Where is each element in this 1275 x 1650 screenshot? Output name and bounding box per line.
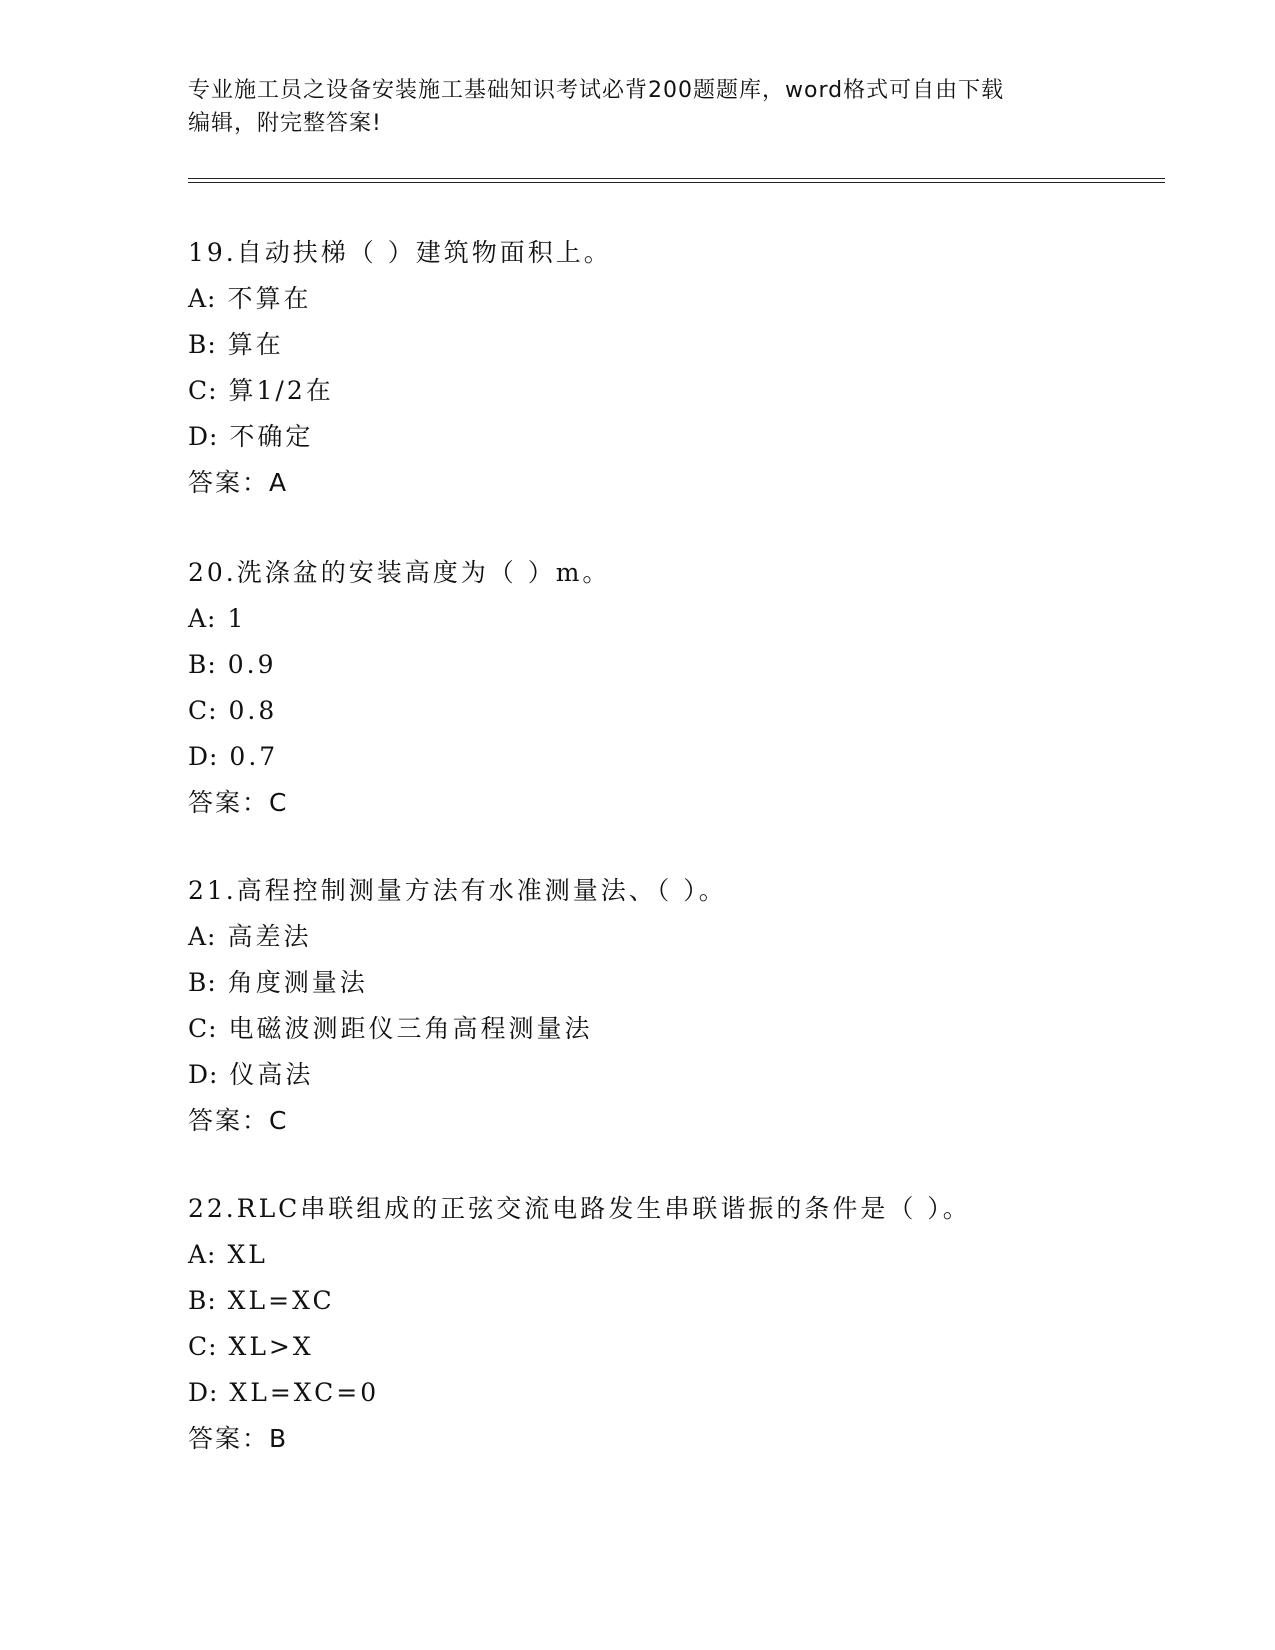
question-stem: 22.RLC串联组成的正弦交流电路发生串联谐振的条件是（ ）。 [188,1194,971,1223]
option-letter: C: [188,376,218,405]
option-text: 仪高法 [229,1060,314,1089]
option-letter: D: [188,1378,219,1407]
option-letter: A: [188,1240,217,1269]
option-letter: B: [188,650,217,679]
question-21 [188,868,1188,1144]
option-letter: A: [188,922,217,951]
answer-line: 答案：C [188,788,289,817]
option-text: XL=XC [227,1286,335,1315]
header-line-2: 编辑，附完整答案! [188,111,382,136]
answer-line: 答案：B [188,1424,289,1453]
question-stem: 21.高程控制测量方法有水准测量法、（ ）。 [188,876,727,905]
option-b [188,642,1188,688]
option-letter: C: [188,1014,218,1043]
answer-line: 答案：A [188,468,289,497]
option-letter: D: [188,422,219,451]
option-text: 不算在 [227,284,312,313]
option-text: 0.9 [227,650,277,679]
header-line-1: 专业施工员之设备安装施工基础知识考试必背200题题库，word格式可自由下载 [188,78,1005,103]
option-letter: D: [188,742,219,771]
option-a [188,596,1188,642]
option-d [188,414,1188,460]
question-22 [188,1186,1188,1462]
option-a [188,276,1188,322]
option-letter: A: [188,284,217,313]
option-text: 算在 [227,330,284,359]
option-c [188,368,1188,414]
option-d [188,734,1188,780]
option-b [188,322,1188,368]
option-c [188,688,1188,734]
question-stem: 20.洗涤盆的安装高度为（ ）m。 [188,558,611,587]
option-c [188,1324,1188,1370]
question-stem: 19.自动扶梯（ ）建筑物面积上。 [188,238,612,267]
option-text: 电磁波测距仪三角高程测量法 [228,1014,593,1043]
option-text: 不确定 [229,422,314,451]
option-letter: B: [188,1286,217,1315]
option-a [188,1232,1188,1278]
option-text: XL [227,1240,268,1269]
option-letter: B: [188,968,217,997]
option-d [188,1052,1188,1098]
option-letter: C: [188,1332,218,1361]
option-text: XL=XC=0 [229,1378,380,1407]
question-20 [188,550,1188,826]
question-19 [188,230,1188,506]
document-header [188,74,1088,140]
option-letter: C: [188,696,218,725]
option-text: 0.8 [228,696,278,725]
header-double-rule [188,178,1165,183]
option-letter: B: [188,330,217,359]
option-text: XL>X [228,1332,314,1361]
option-a [188,914,1188,960]
option-text: 高差法 [227,922,312,951]
option-text: 角度测量法 [227,968,368,997]
option-letter: A: [188,604,217,633]
option-c [188,1006,1188,1052]
option-b [188,1278,1188,1324]
option-d [188,1370,1188,1416]
option-text: 算1/2在 [228,376,334,405]
option-text: 0.7 [229,742,279,771]
option-letter: D: [188,1060,219,1089]
option-b [188,960,1188,1006]
option-text: 1 [227,604,247,633]
answer-line: 答案：C [188,1106,289,1135]
